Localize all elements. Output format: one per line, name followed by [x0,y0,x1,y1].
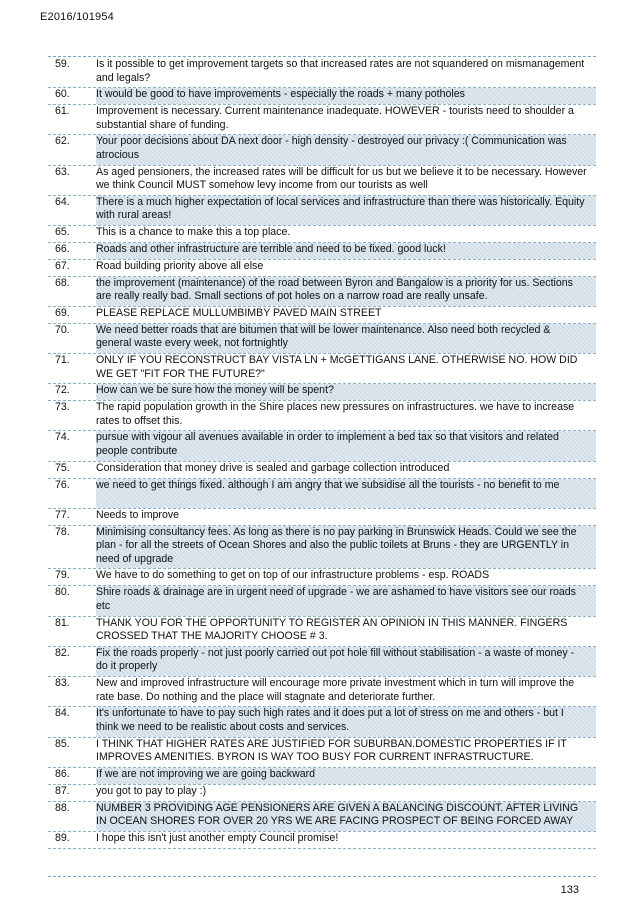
item-number: 67. [55,259,70,272]
item-text: Roads and other infrastructure are terrible and need to be fixed. good luck! [96,243,596,259]
item-text: I hope this isn't just another empty Council promise! [96,831,339,844]
item-number: 69. [55,306,70,319]
item-number: 89. [55,831,70,844]
item-number: 71. [55,354,70,367]
list-item [48,832,596,849]
list-item [48,166,596,196]
item-text: PLEASE REPLACE MULLUMBIMBY PAVED MAIN STREET [96,306,382,319]
list-item [48,647,596,677]
item-text: ONLY IF YOU RECONSTRUCT BAY VISTA LN + McGETTIGANS LANE. OTHERWISE NO. HOW DID WE GET "FIT FOR THE FUTURE?" [96,354,578,380]
item-number: 62. [55,135,70,148]
list-item [48,617,596,647]
list-item [48,479,596,509]
item-number: 60. [55,88,70,101]
item-number: 72. [55,384,70,397]
item-text: the improvement (maintenance) of the road between Byron and Bangalow is a priority for us. Sections are really really bad. Small sections of pot holes on a narrow road are really unsafe. [96,277,596,306]
item-number: 85. [55,737,70,750]
item-number: 68. [55,276,70,289]
item-number: 82. [55,646,70,659]
page-number: 133 [560,884,579,896]
list-item [48,58,596,88]
list-item [48,401,596,431]
document-id: E2016/101954 [40,11,114,23]
comment-list [48,58,596,849]
list-item [48,462,596,479]
item-number: 59. [55,58,70,70]
list-item [48,243,596,260]
item-number: 79. [55,569,70,582]
list-item [48,88,596,105]
item-number: 84. [55,707,70,720]
item-text: Needs to improve [96,508,180,521]
table-bottom-rule [48,876,596,877]
item-number: 78. [55,525,70,538]
list-item [48,738,596,768]
list-item [48,105,596,135]
item-text: pursue with vigour all avenues available in order to implement a bed tax so that visitors and related people contribute [96,431,596,460]
item-text: We have to do something to get on top of our infrastructure problems - esp. ROADS [96,569,490,582]
item-number: 66. [55,243,70,256]
list-item [48,135,596,165]
table-top-rule [48,56,596,57]
item-text: Road building priority above all else [96,259,264,272]
list-item [48,526,596,570]
list-item [48,277,596,307]
item-text: Your poor decisions about DA next door - high density - destroyed our privacy :( Communication was atrocious [96,135,596,164]
item-text: We need better roads that are bitumen that will be lower maintenance. Also need both recycled & general waste every week, not fortnightly [96,324,596,353]
list-item [48,431,596,461]
list-item [48,384,596,401]
item-number: 81. [55,616,70,629]
item-number: 75. [55,461,70,474]
list-item [48,307,596,324]
list-item [48,324,596,354]
item-number: 87. [55,784,70,797]
item-number: 70. [55,323,70,336]
item-text: The rapid population growth in the Shire places new pressures on infrastructures. we have to increase rates to offset this. [96,401,575,427]
item-number: 77. [55,508,70,521]
item-number: 63. [55,165,70,178]
list-item [48,785,596,802]
item-text: I THINK THAT HIGHER RATES ARE JUSTIFIED FOR SUBURBAN.DOMESTIC PROPERTIES IF IT IMPROVES AMENITIES. BYRON IS WAY TOO BUSY FOR CURRENT INFRASTRUCTURE. [96,737,567,764]
item-number: 64. [55,195,70,208]
item-number: 73. [55,401,70,414]
list-item [48,354,596,384]
item-text: There is a much higher expectation of local services and infrastructure than there was historically. Equity with rural areas! [96,196,596,225]
item-number: 80. [55,586,70,599]
item-text: How can we be sure how the money will be spent? [96,384,596,400]
item-number: 88. [55,801,70,814]
item-number: 83. [55,677,70,690]
item-number: 74. [55,431,70,444]
item-text: New and improved infrastructure will encourage more private investment which in turn will improve the rate base. Do nothing and the place will stagnate and deteriorate further. [96,677,575,703]
item-number: 76. [55,478,70,491]
list-item [48,707,596,737]
item-text: Is it possible to get improvement targets so that increased rates are not squandered on mismanagement and legals? [96,58,585,84]
list-item [48,768,596,785]
item-text: Shire roads & drainage are in urgent need of upgrade - we are ashamed to have visitors see our roads etc [96,586,596,615]
item-number: 86. [55,768,70,781]
list-item [48,802,596,832]
list-item [48,260,596,277]
item-text: Consideration that money drive is sealed and garbage collection introduced [96,461,450,474]
list-item [48,586,596,616]
item-text: THANK YOU FOR THE OPPORTUNITY TO REGISTER AN OPINION IN THIS MANNER. FINGERS CROSSED THAT THE MAJORITY CHOOSE # 3. [96,616,568,643]
item-text: Improvement is necessary. Current maintenance inadequate. HOWEVER - tourists need to shoulder a substantial share of funding. [96,105,574,131]
item-text: This is a chance to make this a top place. [96,226,291,239]
item-text: Minimising consultancy fees. As long as there is no pay parking in Brunswick Heads. Could we see the plan - for all the streets of Ocean Shores and also the public toilets at Bruns - they are URGENTLY in need of upgrade [96,526,596,569]
list-item [48,677,596,707]
list-item [48,226,596,243]
item-text: NUMBER 3 PROVIDING AGE PENSIONERS ARE GIVEN A BALANCING DISCOUNT. AFTER LIVING IN OCEAN SHORES FOR OVER 20 YRS WE ARE FACING PROSPECT OF BEING FORCED AWAY [96,802,596,831]
item-number: 61. [55,105,70,118]
list-item [48,509,596,526]
item-text: It's unfortunate to have to pay such high rates and it does put a lot of stress on me and others - but I think we need to be realistic about costs and services. [96,707,596,736]
item-text: we need to get things fixed. although I am angry that we subsidise all the tourists - no benefit to me [96,479,596,508]
list-item [48,569,596,586]
item-text: As aged pensioners, the increased rates will be difficult for us but we believe it to be necessary. However we think Council MUST somehow levy income from our tourists as well [96,165,587,192]
item-text: If we are not improving we are going backward [96,768,596,784]
item-text: you got to pay to play :) [96,784,207,797]
item-number: 65. [55,226,70,239]
item-text: It would be good to have improvements - especially the roads + many potholes [96,88,596,104]
list-item [48,196,596,226]
item-text: Fix the roads properly - not just poorly carried out pot hole fill without stabilisation - a waste of money - do it properly [96,647,596,676]
